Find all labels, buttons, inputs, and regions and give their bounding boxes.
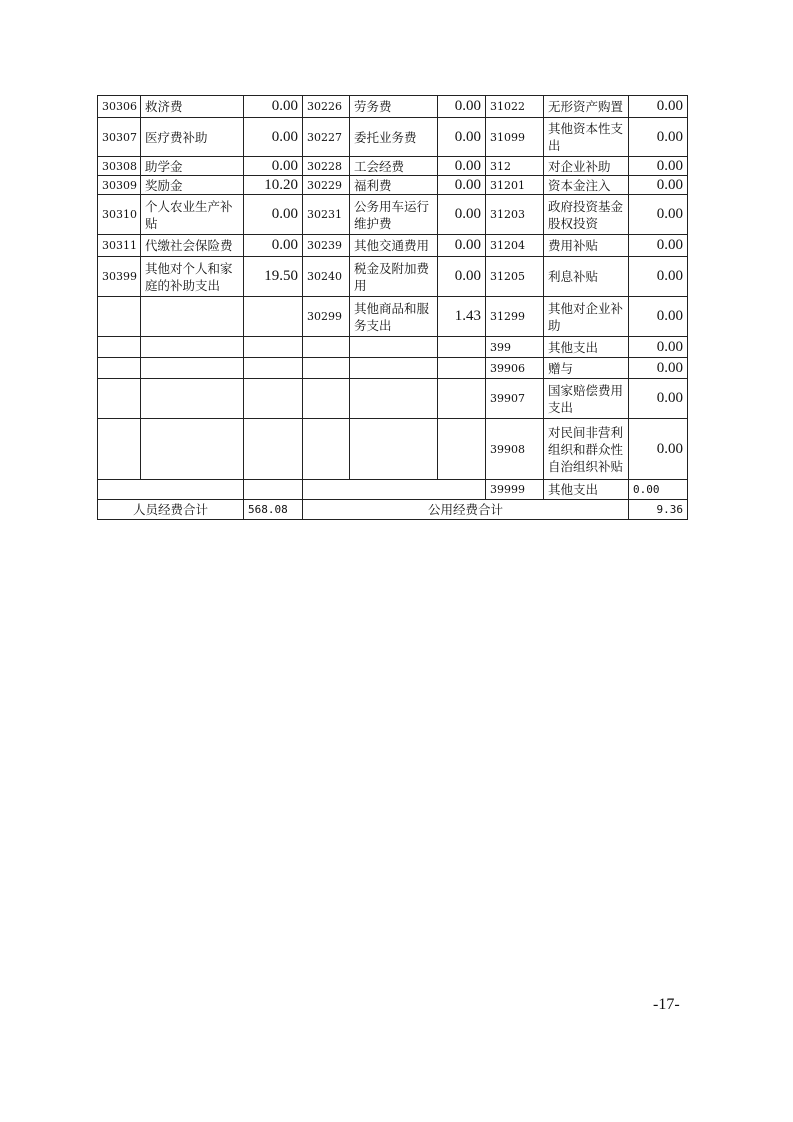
table-row bbox=[98, 96, 688, 118]
econ-code: 30228 bbox=[303, 157, 350, 176]
amount: 19.50 bbox=[244, 257, 303, 297]
econ-code: 31099 bbox=[486, 118, 544, 157]
personnel-total-value: 568.08 bbox=[244, 500, 303, 520]
econ-code: 31204 bbox=[486, 235, 544, 257]
econ-code: 30240 bbox=[303, 257, 350, 297]
item-name: 助学金 bbox=[141, 157, 244, 176]
econ-code: 30299 bbox=[303, 297, 350, 337]
amount: 1.43 bbox=[438, 297, 486, 337]
public-total-value: 9.36 bbox=[629, 500, 688, 520]
item-name: 对民间非营利组织和群众性自治组织补贴 bbox=[544, 419, 629, 480]
econ-code: 30311 bbox=[98, 235, 141, 257]
item-name bbox=[350, 358, 438, 379]
table-row bbox=[98, 358, 688, 379]
item-name: 利息补贴 bbox=[544, 257, 629, 297]
amount: 0.00 bbox=[629, 358, 688, 379]
econ-code: 30308 bbox=[98, 157, 141, 176]
econ-code: 39908 bbox=[486, 419, 544, 480]
item-name: 无形资产购置 bbox=[544, 96, 629, 118]
econ-code bbox=[98, 337, 141, 358]
amount: 0.00 bbox=[438, 195, 486, 235]
item-name bbox=[350, 379, 438, 419]
amount: 0.00 bbox=[629, 176, 688, 195]
amount bbox=[244, 297, 303, 337]
amount: 0.00 bbox=[629, 480, 688, 500]
amount: 0.00 bbox=[438, 96, 486, 118]
item-name: 救济费 bbox=[141, 96, 244, 118]
econ-code bbox=[303, 358, 350, 379]
amount: 0.00 bbox=[629, 419, 688, 480]
econ-code: 30229 bbox=[303, 176, 350, 195]
amount: 0.00 bbox=[244, 96, 303, 118]
econ-code: 312 bbox=[486, 157, 544, 176]
amount bbox=[244, 379, 303, 419]
item-name: 奖励金 bbox=[141, 176, 244, 195]
item-name: 税金及附加费用 bbox=[350, 257, 438, 297]
amount: 0.00 bbox=[629, 195, 688, 235]
econ-code: 30239 bbox=[303, 235, 350, 257]
item-name: 赠与 bbox=[544, 358, 629, 379]
item-name: 其他对企业补助 bbox=[544, 297, 629, 337]
amount: 0.00 bbox=[629, 96, 688, 118]
item-name bbox=[350, 337, 438, 358]
table-row bbox=[98, 297, 688, 337]
econ-code bbox=[98, 358, 141, 379]
public-total-label: 公用经费合计 bbox=[303, 500, 629, 520]
expenditure-table bbox=[97, 95, 688, 520]
econ-code: 30309 bbox=[98, 176, 141, 195]
item-name bbox=[141, 419, 244, 480]
empty-cell bbox=[244, 480, 303, 500]
item-name: 劳务费 bbox=[350, 96, 438, 118]
table-row bbox=[98, 195, 688, 235]
econ-code: 31203 bbox=[486, 195, 544, 235]
econ-code bbox=[98, 379, 141, 419]
amount: 0.00 bbox=[629, 157, 688, 176]
econ-code: 31201 bbox=[486, 176, 544, 195]
item-name: 国家赔偿费用支出 bbox=[544, 379, 629, 419]
table-row bbox=[98, 337, 688, 358]
amount: 0.00 bbox=[629, 118, 688, 157]
econ-code bbox=[303, 379, 350, 419]
amount: 0.00 bbox=[438, 235, 486, 257]
item-name bbox=[141, 358, 244, 379]
econ-code bbox=[98, 419, 141, 480]
econ-code: 30227 bbox=[303, 118, 350, 157]
amount: 0.00 bbox=[629, 337, 688, 358]
amount bbox=[438, 379, 486, 419]
table-row bbox=[98, 419, 688, 480]
econ-code: 39999 bbox=[486, 480, 544, 500]
amount: 0.00 bbox=[629, 235, 688, 257]
econ-code: 30310 bbox=[98, 195, 141, 235]
econ-code bbox=[98, 297, 141, 337]
amount bbox=[244, 337, 303, 358]
table-row bbox=[98, 118, 688, 157]
amount bbox=[438, 337, 486, 358]
empty-cell bbox=[98, 480, 244, 500]
amount: 0.00 bbox=[244, 118, 303, 157]
econ-code: 39906 bbox=[486, 358, 544, 379]
amount bbox=[244, 419, 303, 480]
page-number: -17- bbox=[653, 996, 680, 1013]
econ-code: 30399 bbox=[98, 257, 141, 297]
amount: 0.00 bbox=[438, 118, 486, 157]
table-row bbox=[98, 176, 688, 195]
item-name: 其他支出 bbox=[544, 480, 629, 500]
econ-code: 30307 bbox=[98, 118, 141, 157]
totals-row bbox=[98, 500, 688, 520]
amount bbox=[438, 419, 486, 480]
item-name: 工会经费 bbox=[350, 157, 438, 176]
item-name: 公务用车运行维护费 bbox=[350, 195, 438, 235]
item-name bbox=[141, 379, 244, 419]
item-name: 委托业务费 bbox=[350, 118, 438, 157]
item-name: 福利费 bbox=[350, 176, 438, 195]
item-name: 政府投资基金股权投资 bbox=[544, 195, 629, 235]
item-name bbox=[350, 419, 438, 480]
amount: 0.00 bbox=[629, 257, 688, 297]
item-name: 其他对个人和家庭的补助支出 bbox=[141, 257, 244, 297]
econ-code: 31205 bbox=[486, 257, 544, 297]
item-name bbox=[141, 297, 244, 337]
econ-code: 31022 bbox=[486, 96, 544, 118]
item-name: 其他交通费用 bbox=[350, 235, 438, 257]
empty-cell bbox=[303, 480, 486, 500]
item-name: 资本金注入 bbox=[544, 176, 629, 195]
econ-code: 30231 bbox=[303, 195, 350, 235]
econ-code: 39907 bbox=[486, 379, 544, 419]
item-name: 其他支出 bbox=[544, 337, 629, 358]
amount: 0.00 bbox=[438, 157, 486, 176]
econ-code: 30306 bbox=[98, 96, 141, 118]
item-name: 费用补贴 bbox=[544, 235, 629, 257]
personnel-total-label: 人员经费合计 bbox=[98, 500, 244, 520]
table-row bbox=[98, 235, 688, 257]
amount: 0.00 bbox=[629, 297, 688, 337]
amount: 0.00 bbox=[244, 235, 303, 257]
item-name: 个人农业生产补贴 bbox=[141, 195, 244, 235]
table-row bbox=[98, 157, 688, 176]
table-row bbox=[98, 379, 688, 419]
item-name: 医疗费补助 bbox=[141, 118, 244, 157]
amount: 0.00 bbox=[438, 257, 486, 297]
item-name: 对企业补助 bbox=[544, 157, 629, 176]
item-name: 代缴社会保险费 bbox=[141, 235, 244, 257]
amount bbox=[244, 358, 303, 379]
econ-code: 30226 bbox=[303, 96, 350, 118]
item-name: 其他商品和服务支出 bbox=[350, 297, 438, 337]
item-name: 其他资本性支出 bbox=[544, 118, 629, 157]
table-row bbox=[98, 257, 688, 297]
amount bbox=[438, 358, 486, 379]
econ-code bbox=[303, 419, 350, 480]
amount: 0.00 bbox=[438, 176, 486, 195]
econ-code: 31299 bbox=[486, 297, 544, 337]
item-name bbox=[141, 337, 244, 358]
econ-code: 399 bbox=[486, 337, 544, 358]
amount: 10.20 bbox=[244, 176, 303, 195]
amount: 0.00 bbox=[629, 379, 688, 419]
amount: 0.00 bbox=[244, 157, 303, 176]
econ-code bbox=[303, 337, 350, 358]
amount: 0.00 bbox=[244, 195, 303, 235]
table-row bbox=[98, 480, 688, 500]
